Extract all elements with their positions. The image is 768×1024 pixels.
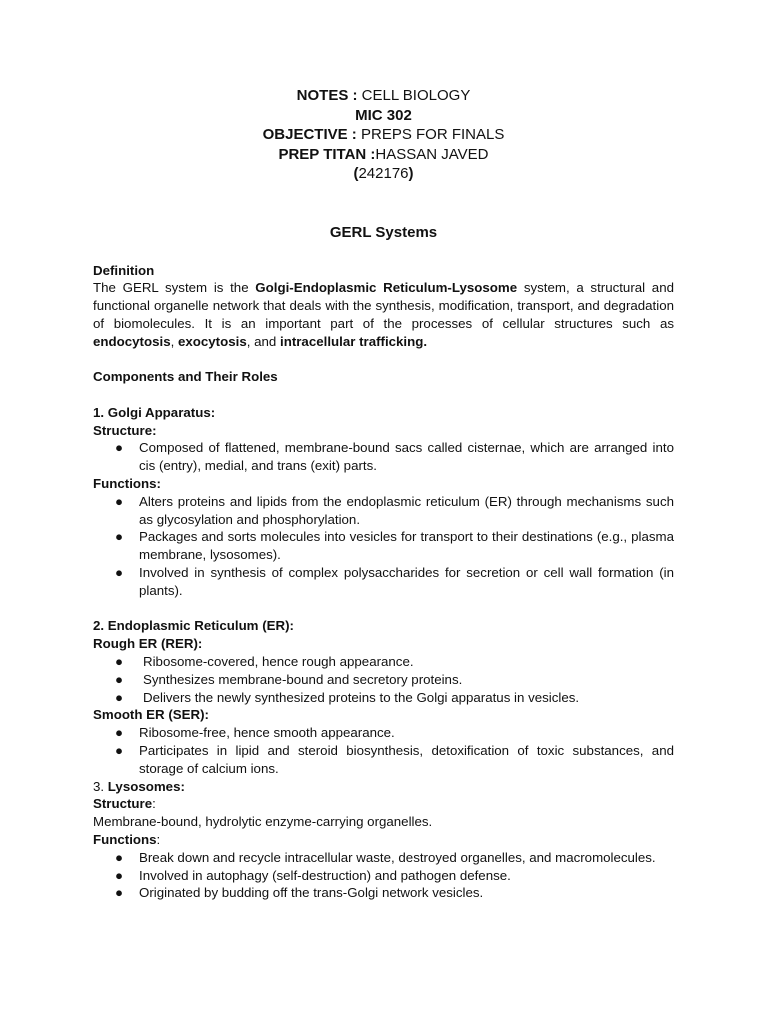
id-open-paren: ( <box>353 165 359 182</box>
definition-text-4: , and <box>246 333 281 349</box>
bullet-icon: ● <box>115 689 124 705</box>
list-item-text: Synthesizes membrane-bound and secretory proteins. <box>143 671 463 687</box>
list-item <box>93 493 674 529</box>
structure-label: Structure <box>93 796 153 812</box>
list-item-text: Originated by budding off the trans-Golgi network vesicles. <box>139 885 484 901</box>
bullet-icon: ● <box>115 743 124 759</box>
definition-text-2: system, a structural and functional organelle network that deals with the synthesis, modification, transport, and degradation of biomolecules. It is an important part of the processes of cellular structures such as <box>93 280 674 331</box>
definition-text-1: The GERL system is the <box>93 280 256 296</box>
bullet-icon: ● <box>115 654 124 670</box>
functions-label: Functions <box>93 832 157 847</box>
prep-label: PREP TITAN : <box>278 145 376 163</box>
lysosomes-structure-text: Membrane-bound, hydrolytic enzyme-carrying organelles. <box>93 814 433 830</box>
document-body <box>93 262 674 903</box>
list-item <box>93 439 674 475</box>
smooth-er-label: Smooth ER (SER): <box>93 707 209 723</box>
components-heading: Components and Their Roles <box>93 369 278 385</box>
prep-line <box>93 145 674 165</box>
lysosomes-functions-label <box>93 831 674 849</box>
smooth-er-list <box>93 724 674 777</box>
objective-label: OBJECTIVE : <box>262 126 357 143</box>
list-item <box>93 689 674 707</box>
list-item <box>93 671 674 689</box>
bullet-icon: ● <box>115 493 124 509</box>
list-item <box>93 867 674 885</box>
list-item-text: Involved in synthesis of complex polysaccharides for secretion or cell wall formation (in plants). <box>139 565 674 598</box>
lysosomes-number: 3. <box>93 778 108 794</box>
list-item <box>93 849 674 867</box>
lysosomes-structure-label <box>93 795 674 813</box>
list-item <box>93 724 674 742</box>
definition-bold-gerl: Golgi-Endoplasmic Reticulum-Lysosome <box>255 280 518 296</box>
list-item-text: Packages and sorts molecules into vesicles for transport to their destinations (e.g., plasma membrane, lysosomes). <box>139 529 674 563</box>
list-item-text: Break down and recycle intracellular waste, destroyed organelles, and macromolecules. <box>139 849 656 865</box>
list-item-text: Alters proteins and lipids from the endoplasmic reticulum (ER) through mechanisms such as glycosylation and phosphorylation. <box>139 493 674 527</box>
notes-label: NOTES : <box>296 87 358 104</box>
definition-bold-trafficking: intracellular trafficking. <box>280 333 428 349</box>
list-item-text: Involved in autophagy (self-destruction) and pathogen defense. <box>139 867 511 883</box>
objective-line <box>93 125 674 145</box>
student-id-line <box>93 164 674 184</box>
student-id: 242176 <box>358 165 409 182</box>
er-heading: 2. Endoplasmic Reticulum (ER): <box>93 618 294 634</box>
definition-bold-exocytosis: exocytosis <box>177 333 247 349</box>
list-item-text: Ribosome-free, hence smooth appearance. <box>139 725 395 741</box>
spacer <box>93 350 674 368</box>
list-item <box>93 884 674 902</box>
notes-value: CELL BIOLOGY <box>357 87 471 104</box>
list-item-text: Participates in lipid and steroid biosynthesis, detoxification of toxic substances, and storage of calcium ions. <box>139 743 674 776</box>
golgi-heading: 1. Golgi Apparatus: <box>93 404 216 420</box>
prep-value: HASSAN JAVED <box>375 145 489 163</box>
golgi-structure-label: Structure: <box>93 422 157 438</box>
notes-line <box>93 86 674 106</box>
list-item <box>93 742 674 778</box>
list-item-text: Delivers the newly synthesized proteins to the Golgi apparatus in vesicles. <box>143 689 580 705</box>
course-code: MIC 302 <box>355 106 412 124</box>
bullet-icon: ● <box>115 671 124 687</box>
definition-paragraph <box>93 279 674 350</box>
lysosomes-functions-list <box>93 849 674 902</box>
section-title: GERL Systems <box>329 223 438 241</box>
list-item-text: Ribosome-covered, hence rough appearance. <box>143 654 414 670</box>
bullet-icon: ● <box>115 440 124 456</box>
golgi-functions-label: Functions: <box>93 476 161 492</box>
definition-bold-endocytosis: endocytosis <box>93 333 171 349</box>
spacer <box>93 386 674 404</box>
document-header <box>93 86 674 184</box>
definition-text-3: , <box>170 333 178 349</box>
bullet-icon: ● <box>115 849 124 865</box>
list-item-text: Composed of flattened, membrane-bound sacs called cisternae, which are arranged into cis (entry), medial, and trans (exit) parts. <box>139 440 674 474</box>
spacer <box>93 600 674 618</box>
bullet-icon: ● <box>115 529 124 545</box>
bullet-icon: ● <box>115 725 124 741</box>
lysosomes-heading <box>93 778 674 796</box>
bullet-icon: ● <box>115 565 124 581</box>
id-close-paren: ) <box>408 165 414 182</box>
definition-heading: Definition <box>93 262 155 278</box>
bullet-icon: ● <box>115 867 124 883</box>
functions-colon: : <box>156 832 161 847</box>
rough-er-label: Rough ER (RER): <box>93 636 203 652</box>
bullet-icon: ● <box>115 885 124 901</box>
list-item <box>93 528 674 564</box>
objective-value: PREPS FOR FINALS <box>356 126 505 143</box>
list-item <box>93 653 674 671</box>
list-item <box>93 564 674 600</box>
golgi-structure-list <box>93 439 674 475</box>
lysosomes-title: Lysosomes: <box>107 778 185 794</box>
rough-er-list <box>93 653 674 706</box>
structure-colon: : <box>152 796 156 812</box>
golgi-functions-list <box>93 493 674 600</box>
